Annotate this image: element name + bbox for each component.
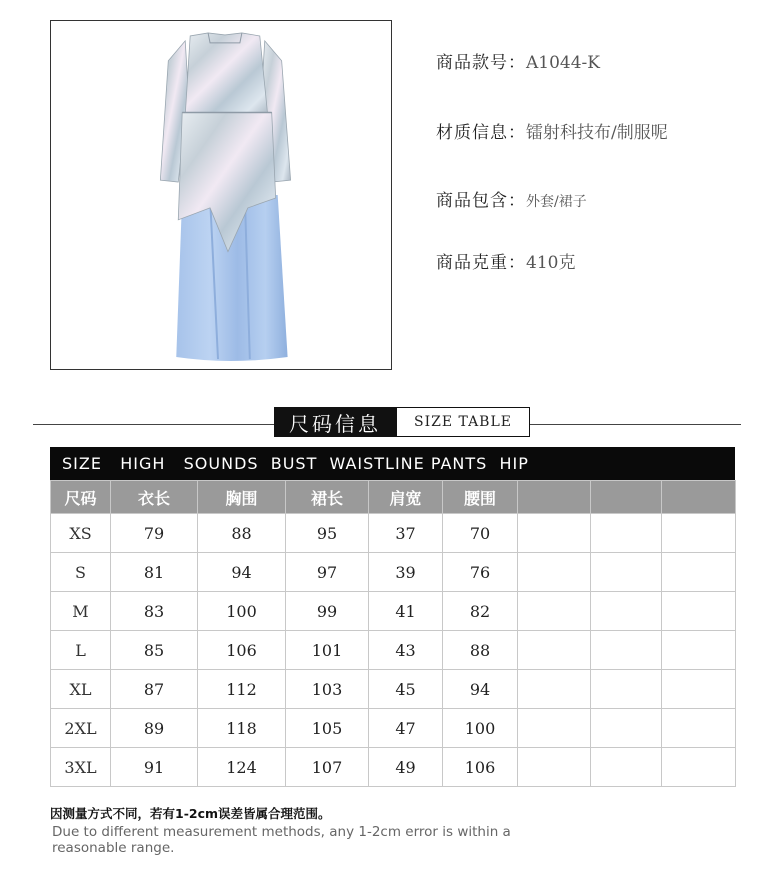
- cell-size: 3XL: [51, 748, 111, 787]
- cell-empty: [518, 709, 591, 748]
- info-value: 镭射科技布/制服呢: [526, 123, 668, 143]
- cell-length: 87: [111, 670, 198, 709]
- cell-empty: [662, 553, 736, 592]
- cell-empty: [591, 748, 662, 787]
- header-empty: [591, 481, 662, 514]
- note-english: Due to different measurement methods, any 1-2cm error is within a reasonable range.: [52, 824, 511, 856]
- cell-waist: 106: [443, 748, 518, 787]
- cell-bust: 100: [198, 592, 286, 631]
- cell-size: M: [51, 592, 111, 631]
- cell-size: XL: [51, 670, 111, 709]
- header-bust: 胸围: [198, 481, 286, 514]
- header-waist: 腰围: [443, 481, 518, 514]
- cell-size: XS: [51, 514, 111, 553]
- size-grid: [50, 480, 736, 787]
- cell-empty: [591, 709, 662, 748]
- cell-empty: [518, 514, 591, 553]
- cell-empty: [518, 553, 591, 592]
- info-value: 410克: [526, 253, 576, 273]
- cell-shoulder: 41: [369, 592, 443, 631]
- cell-empty: [518, 748, 591, 787]
- cell-empty: [591, 592, 662, 631]
- cell-shoulder: 43: [369, 631, 443, 670]
- cell-waist: 70: [443, 514, 518, 553]
- cell-bust: 118: [198, 709, 286, 748]
- cell-skirt-length: 99: [286, 592, 369, 631]
- section-title: 尺码信息: [274, 407, 396, 437]
- cell-shoulder: 47: [369, 709, 443, 748]
- product-photo: [50, 20, 392, 370]
- cell-empty: [662, 592, 736, 631]
- cell-bust: 112: [198, 670, 286, 709]
- cell-empty: [591, 553, 662, 592]
- cell-size: L: [51, 631, 111, 670]
- cell-waist: 82: [443, 592, 518, 631]
- header-length: 衣长: [111, 481, 198, 514]
- cell-skirt-length: 97: [286, 553, 369, 592]
- dress-illustration: [51, 21, 391, 369]
- section-subtitle: SIZE TABLE: [396, 407, 530, 437]
- cell-empty: [662, 709, 736, 748]
- table-row: [51, 670, 736, 709]
- cell-shoulder: 37: [369, 514, 443, 553]
- cell-empty: [662, 631, 736, 670]
- cell-size: S: [51, 553, 111, 592]
- size-table: [50, 447, 735, 787]
- cell-waist: 94: [443, 670, 518, 709]
- header-empty: [518, 481, 591, 514]
- note-chinese: 因测量方式不同，若有1-2cm误差皆属合理范围。: [50, 806, 331, 821]
- header-skirt-length: 裙长: [286, 481, 369, 514]
- cell-empty: [518, 592, 591, 631]
- header-size: 尺码: [51, 481, 111, 514]
- info-label: 商品款号：: [436, 53, 526, 73]
- info-label: 材质信息：: [436, 123, 526, 143]
- cell-bust: 88: [198, 514, 286, 553]
- cell-length: 89: [111, 709, 198, 748]
- table-row: [51, 631, 736, 670]
- table-row: [51, 514, 736, 553]
- cell-empty: [662, 748, 736, 787]
- english-header-text: SIZE HIGH SOUNDS BUST WAISTLINE PANTS HIP: [62, 454, 529, 473]
- cell-empty: [591, 670, 662, 709]
- cell-size: 2XL: [51, 709, 111, 748]
- info-row-weight: [436, 248, 575, 273]
- info-row-style-number: [436, 48, 600, 73]
- cell-waist: 100: [443, 709, 518, 748]
- cell-shoulder: 45: [369, 670, 443, 709]
- table-row: [51, 748, 736, 787]
- table-row: [51, 709, 736, 748]
- cell-length: 79: [111, 514, 198, 553]
- cell-length: 91: [111, 748, 198, 787]
- cell-length: 81: [111, 553, 198, 592]
- table-row: [51, 592, 736, 631]
- cell-skirt-length: 105: [286, 709, 369, 748]
- cell-waist: 88: [443, 631, 518, 670]
- cell-empty: [591, 514, 662, 553]
- cell-shoulder: 39: [369, 553, 443, 592]
- cell-bust: 94: [198, 553, 286, 592]
- info-row-contents: [436, 186, 587, 211]
- header-empty: [662, 481, 736, 514]
- header-shoulder: 肩宽: [369, 481, 443, 514]
- info-value: A1044-K: [526, 53, 600, 73]
- table-header-row: [51, 481, 736, 514]
- cell-bust: 106: [198, 631, 286, 670]
- table-english-header: [50, 447, 735, 480]
- cell-shoulder: 49: [369, 748, 443, 787]
- info-row-material: [436, 118, 668, 143]
- table-row: [51, 553, 736, 592]
- cell-empty: [518, 631, 591, 670]
- cell-empty: [662, 670, 736, 709]
- cell-skirt-length: 101: [286, 631, 369, 670]
- cell-empty: [591, 631, 662, 670]
- cell-length: 85: [111, 631, 198, 670]
- cell-skirt-length: 107: [286, 748, 369, 787]
- cell-waist: 76: [443, 553, 518, 592]
- cell-empty: [518, 670, 591, 709]
- info-value: 外套/裙子: [526, 194, 587, 210]
- cell-skirt-length: 95: [286, 514, 369, 553]
- cell-length: 83: [111, 592, 198, 631]
- cell-bust: 124: [198, 748, 286, 787]
- cell-empty: [662, 514, 736, 553]
- info-label: 商品克重：: [436, 253, 526, 273]
- info-label: 商品包含：: [436, 191, 526, 211]
- cell-skirt-length: 103: [286, 670, 369, 709]
